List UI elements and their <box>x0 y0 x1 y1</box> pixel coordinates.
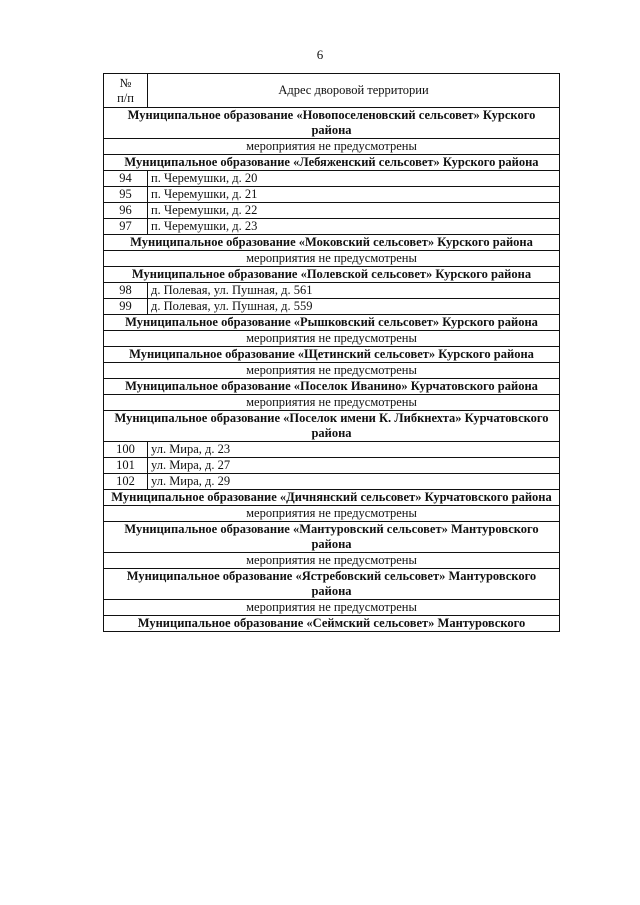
row-address: д. Полевая, ул. Пушная, д. 561 <box>148 283 560 299</box>
municipality-row <box>104 315 560 331</box>
no-activities-note: мероприятия не предусмотрены <box>104 506 560 522</box>
no-activities-note: мероприятия не предусмотрены <box>104 553 560 569</box>
municipality-title: Муниципальное образование «Ястребовский сельсовет» Мантуровского района <box>104 569 560 600</box>
table-row <box>104 474 560 490</box>
no-activities-note: мероприятия не предусмотрены <box>104 600 560 616</box>
row-address: ул. Мира, д. 29 <box>148 474 560 490</box>
no-activities-note: мероприятия не предусмотрены <box>104 363 560 379</box>
municipality-row <box>104 108 560 139</box>
row-number: 100 <box>104 442 148 458</box>
table-row <box>104 203 560 219</box>
table-row <box>104 442 560 458</box>
municipality-title: Муниципальное образование «Дичнянский сельсовет» Курчатовского района <box>104 490 560 506</box>
municipality-row <box>104 569 560 600</box>
municipality-row <box>104 379 560 395</box>
no-activities-note: мероприятия не предусмотрены <box>104 331 560 347</box>
no-activities-row <box>104 139 560 155</box>
page-number: 6 <box>316 47 324 62</box>
no-activities-row <box>104 506 560 522</box>
table-header-row <box>104 74 560 108</box>
row-number: 95 <box>104 187 148 203</box>
table-row <box>104 171 560 187</box>
no-activities-note: мероприятия не предусмотрены <box>104 251 560 267</box>
municipality-title: Муниципальное образование «Рышковский сельсовет» Курского района <box>104 315 560 331</box>
address-table <box>103 73 560 632</box>
row-number: 97 <box>104 219 148 235</box>
row-address: ул. Мира, д. 23 <box>148 442 560 458</box>
row-number: 99 <box>104 299 148 315</box>
table-row <box>104 187 560 203</box>
no-activities-row <box>104 331 560 347</box>
row-address: п. Черемушки, д. 20 <box>148 171 560 187</box>
municipality-title: Муниципальное образование «Щетинский сельсовет» Курского района <box>104 347 560 363</box>
row-number: 101 <box>104 458 148 474</box>
column-header-number-text: № п/п <box>117 75 134 105</box>
table-row <box>104 219 560 235</box>
no-activities-row <box>104 600 560 616</box>
table-row <box>104 458 560 474</box>
municipality-row <box>104 267 560 283</box>
municipality-row <box>104 235 560 251</box>
municipality-row <box>104 616 560 632</box>
municipality-title: Муниципальное образование «Сеймский сельсовет» Мантуровского <box>104 616 560 632</box>
no-activities-note: мероприятия не предусмотрены <box>104 395 560 411</box>
table-row <box>104 283 560 299</box>
row-address: д. Полевая, ул. Пушная, д. 559 <box>148 299 560 315</box>
row-address: п. Черемушки, д. 23 <box>148 219 560 235</box>
column-header-address: Адрес дворовой территории <box>148 74 560 108</box>
no-activities-row <box>104 395 560 411</box>
municipality-row <box>104 155 560 171</box>
municipality-title: Муниципальное образование «Поселок Иванино» Курчатовского района <box>104 379 560 395</box>
row-address: ул. Мира, д. 27 <box>148 458 560 474</box>
column-header-number <box>104 74 148 108</box>
municipality-title: Муниципальное образование «Новопоселеновский сельсовет» Курского района <box>104 108 560 139</box>
municipality-title: Муниципальное образование «Поселок имени К. Либкнехта» Курчатовского района <box>104 411 560 442</box>
municipality-row <box>104 490 560 506</box>
row-address: п. Черемушки, д. 22 <box>148 203 560 219</box>
row-number: 94 <box>104 171 148 187</box>
municipality-row <box>104 347 560 363</box>
row-number: 98 <box>104 283 148 299</box>
row-address: п. Черемушки, д. 21 <box>148 187 560 203</box>
municipality-row <box>104 522 560 553</box>
row-number: 96 <box>104 203 148 219</box>
table-row <box>104 299 560 315</box>
no-activities-row <box>104 251 560 267</box>
no-activities-row <box>104 553 560 569</box>
municipality-title: Муниципальное образование «Полевской сельсовет» Курского района <box>104 267 560 283</box>
municipality-title: Муниципальное образование «Лебяженский сельсовет» Курского района <box>104 155 560 171</box>
municipality-title: Муниципальное образование «Мантуровский сельсовет» Мантуровского района <box>104 522 560 553</box>
row-number: 102 <box>104 474 148 490</box>
municipality-title: Муниципальное образование «Моковский сельсовет» Курского района <box>104 235 560 251</box>
municipality-row <box>104 411 560 442</box>
no-activities-note: мероприятия не предусмотрены <box>104 139 560 155</box>
no-activities-row <box>104 363 560 379</box>
